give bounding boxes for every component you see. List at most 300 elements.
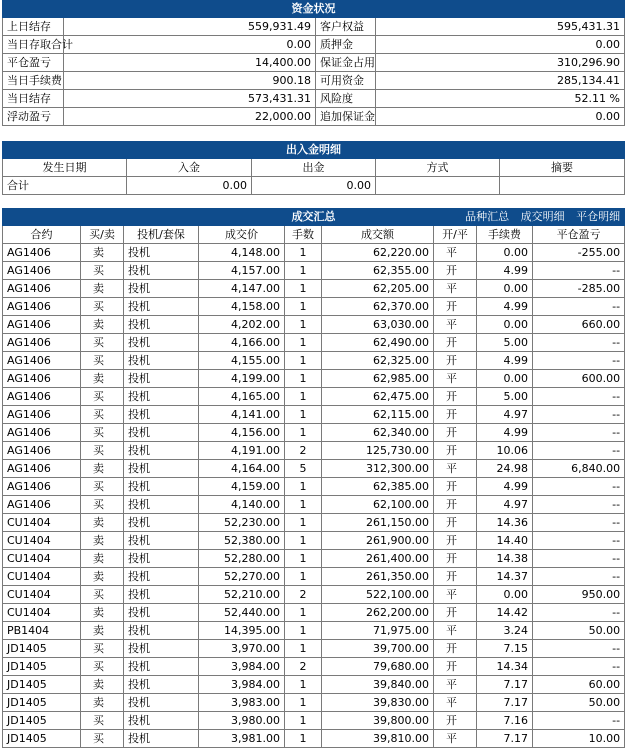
cell-lots: 1 bbox=[285, 280, 322, 298]
fund-value: 14,400.00 bbox=[64, 54, 316, 72]
cell-open-close: 开 bbox=[434, 334, 477, 352]
cell-contract: AG1406 bbox=[3, 352, 81, 370]
deposit-withdraw-table bbox=[2, 141, 625, 195]
cell-open-close: 平 bbox=[434, 316, 477, 334]
cell-fee: 4.97 bbox=[477, 496, 533, 514]
cell-lots: 1 bbox=[285, 532, 322, 550]
cell-price: 52,380.00 bbox=[199, 532, 285, 550]
cell-spec-hedge: 投机 bbox=[124, 316, 199, 334]
cell-fee: 0.00 bbox=[477, 586, 533, 604]
cell-lots: 1 bbox=[285, 424, 322, 442]
cell-close-pnl: -- bbox=[533, 442, 625, 460]
cell-contract: AG1406 bbox=[3, 370, 81, 388]
cell-amount: 62,370.00 bbox=[322, 298, 434, 316]
cell-spec-hedge: 投机 bbox=[124, 676, 199, 694]
cell-contract: AG1406 bbox=[3, 460, 81, 478]
cell-amount: 62,100.00 bbox=[322, 496, 434, 514]
cell-side: 卖 bbox=[81, 370, 124, 388]
cell-contract: AG1406 bbox=[3, 280, 81, 298]
fund-value: 0.00 bbox=[64, 36, 316, 54]
fund-value: 900.18 bbox=[64, 72, 316, 90]
cell-spec-hedge: 投机 bbox=[124, 244, 199, 262]
cell-open-close: 开 bbox=[434, 388, 477, 406]
cell-contract: JD1405 bbox=[3, 658, 81, 676]
cell-amount: 62,325.00 bbox=[322, 352, 434, 370]
cell-lots: 1 bbox=[285, 496, 322, 514]
table-row bbox=[3, 370, 625, 388]
cell-close-pnl: -- bbox=[533, 496, 625, 514]
cell-contract: AG1406 bbox=[3, 298, 81, 316]
cell-fee: 4.97 bbox=[477, 406, 533, 424]
cell-close-pnl: 6,840.00 bbox=[533, 460, 625, 478]
table-row bbox=[3, 658, 625, 676]
cell-lots: 1 bbox=[285, 334, 322, 352]
cell-fee: 0.00 bbox=[477, 280, 533, 298]
cell-spec-hedge: 投机 bbox=[124, 442, 199, 460]
fund-value: 559,931.49 bbox=[64, 18, 316, 36]
cell-amount: 79,680.00 bbox=[322, 658, 434, 676]
cell-close-pnl: 50.00 bbox=[533, 694, 625, 712]
cell-close-pnl: -- bbox=[533, 352, 625, 370]
cell-contract: PB1404 bbox=[3, 622, 81, 640]
cell-amount: 39,840.00 bbox=[322, 676, 434, 694]
cell-close-pnl: 600.00 bbox=[533, 370, 625, 388]
col-summary: 摘要 bbox=[500, 159, 625, 177]
cell-price: 4,166.00 bbox=[199, 334, 285, 352]
cell-open-close: 平 bbox=[434, 694, 477, 712]
fund-status-table bbox=[2, 0, 625, 126]
cell-fee: 7.15 bbox=[477, 640, 533, 658]
cell-amount: 62,340.00 bbox=[322, 424, 434, 442]
cell-amount: 62,220.00 bbox=[322, 244, 434, 262]
cell-open-close: 开 bbox=[434, 496, 477, 514]
cell-lots: 1 bbox=[285, 550, 322, 568]
cell-close-pnl: -255.00 bbox=[533, 244, 625, 262]
cell-amount: 62,385.00 bbox=[322, 478, 434, 496]
cell-contract: AG1406 bbox=[3, 262, 81, 280]
fund-label: 平仓盈亏 bbox=[3, 54, 64, 72]
cell-fee: 3.24 bbox=[477, 622, 533, 640]
fund-row bbox=[3, 108, 625, 126]
fund-label: 上日结存 bbox=[3, 18, 64, 36]
cell-spec-hedge: 投机 bbox=[124, 586, 199, 604]
cell-side: 卖 bbox=[81, 460, 124, 478]
cell-amount: 39,800.00 bbox=[322, 712, 434, 730]
cell-side: 卖 bbox=[81, 316, 124, 334]
cell-contract: CU1404 bbox=[3, 586, 81, 604]
cell-amount: 261,350.00 bbox=[322, 568, 434, 586]
cell-contract: JD1405 bbox=[3, 694, 81, 712]
cell-lots: 1 bbox=[285, 640, 322, 658]
cell-contract: AG1406 bbox=[3, 334, 81, 352]
cell-amount: 62,490.00 bbox=[322, 334, 434, 352]
cell-lots: 1 bbox=[285, 514, 322, 532]
trade-summary-title: 成交汇总 bbox=[291, 210, 336, 223]
cell-price: 52,440.00 bbox=[199, 604, 285, 622]
table-row bbox=[3, 640, 625, 658]
link-product-summary[interactable]: 品种汇总 bbox=[465, 210, 510, 223]
cell-price: 4,199.00 bbox=[199, 370, 285, 388]
table-row bbox=[3, 334, 625, 352]
cell-spec-hedge: 投机 bbox=[124, 370, 199, 388]
cell-spec-hedge: 投机 bbox=[124, 568, 199, 586]
cell-open-close: 开 bbox=[434, 406, 477, 424]
cell-lots: 1 bbox=[285, 712, 322, 730]
fund-value: 595,431.31 bbox=[376, 18, 625, 36]
cell-price: 52,280.00 bbox=[199, 550, 285, 568]
cell-close-pnl: -- bbox=[533, 604, 625, 622]
cell-open-close: 开 bbox=[434, 568, 477, 586]
table-row bbox=[3, 532, 625, 550]
cell-lots: 5 bbox=[285, 460, 322, 478]
cell-spec-hedge: 投机 bbox=[124, 622, 199, 640]
cell-price: 4,157.00 bbox=[199, 262, 285, 280]
fund-value: 0.00 bbox=[376, 36, 625, 54]
cell-open-close: 开 bbox=[434, 262, 477, 280]
cell-close-pnl: -285.00 bbox=[533, 280, 625, 298]
cell-contract: AG1406 bbox=[3, 316, 81, 334]
cell-contract: AG1406 bbox=[3, 442, 81, 460]
cell-close-pnl: -- bbox=[533, 532, 625, 550]
link-close-detail[interactable]: 平仓明细 bbox=[576, 210, 621, 223]
cell-price: 3,983.00 bbox=[199, 694, 285, 712]
cell-open-close: 开 bbox=[434, 712, 477, 730]
col-price: 成交价 bbox=[199, 226, 285, 244]
cell-price: 4,141.00 bbox=[199, 406, 285, 424]
cell-close-pnl: -- bbox=[533, 568, 625, 586]
cell-amount: 39,700.00 bbox=[322, 640, 434, 658]
cell-open-close: 平 bbox=[434, 676, 477, 694]
cell-side: 卖 bbox=[81, 532, 124, 550]
cell-lots: 1 bbox=[285, 478, 322, 496]
table-row bbox=[3, 586, 625, 604]
cell-close-pnl: -- bbox=[533, 478, 625, 496]
col-open-close: 开/平 bbox=[434, 226, 477, 244]
table-row bbox=[3, 496, 625, 514]
cell-lots: 1 bbox=[285, 262, 322, 280]
cell-close-pnl: -- bbox=[533, 388, 625, 406]
cell-price: 4,155.00 bbox=[199, 352, 285, 370]
table-row bbox=[3, 244, 625, 262]
cell-price: 3,981.00 bbox=[199, 730, 285, 748]
cell-side: 卖 bbox=[81, 244, 124, 262]
cell-lots: 2 bbox=[285, 658, 322, 676]
col-fee: 手续费 bbox=[477, 226, 533, 244]
cell-fee: 24.98 bbox=[477, 460, 533, 478]
cell-amount: 63,030.00 bbox=[322, 316, 434, 334]
cell-close-pnl: 50.00 bbox=[533, 622, 625, 640]
table-row bbox=[3, 676, 625, 694]
cell-fee: 7.17 bbox=[477, 694, 533, 712]
cell-fee: 0.00 bbox=[477, 244, 533, 262]
cell-spec-hedge: 投机 bbox=[124, 352, 199, 370]
cell-side: 卖 bbox=[81, 514, 124, 532]
cell-spec-hedge: 投机 bbox=[124, 262, 199, 280]
cell-open-close: 平 bbox=[434, 244, 477, 262]
cell-side: 卖 bbox=[81, 694, 124, 712]
table-row bbox=[3, 712, 625, 730]
cell-lots: 1 bbox=[285, 694, 322, 712]
cell-lots: 2 bbox=[285, 586, 322, 604]
table-row bbox=[3, 460, 625, 478]
cell-price: 4,202.00 bbox=[199, 316, 285, 334]
cell-side: 买 bbox=[81, 424, 124, 442]
table-row bbox=[3, 550, 625, 568]
cell-close-pnl: -- bbox=[533, 298, 625, 316]
cell-fee: 4.99 bbox=[477, 298, 533, 316]
table-row bbox=[3, 622, 625, 640]
cell-spec-hedge: 投机 bbox=[124, 460, 199, 478]
cell-spec-hedge: 投机 bbox=[124, 604, 199, 622]
cell-close-pnl: -- bbox=[533, 334, 625, 352]
cell-open-close: 开 bbox=[434, 442, 477, 460]
fund-label: 风险度 bbox=[316, 90, 376, 108]
col-spec-hedge: 投机/套保 bbox=[124, 226, 199, 244]
cell-lots: 2 bbox=[285, 442, 322, 460]
cell-amount: 62,985.00 bbox=[322, 370, 434, 388]
cell-close-pnl: -- bbox=[533, 514, 625, 532]
cell-side: 买 bbox=[81, 478, 124, 496]
fund-value: 310,296.90 bbox=[376, 54, 625, 72]
cell-spec-hedge: 投机 bbox=[124, 658, 199, 676]
cell-lots: 1 bbox=[285, 244, 322, 262]
cell-price: 3,984.00 bbox=[199, 658, 285, 676]
cell-price: 3,980.00 bbox=[199, 712, 285, 730]
cell-spec-hedge: 投机 bbox=[124, 640, 199, 658]
cell-close-pnl: -- bbox=[533, 550, 625, 568]
cell-lots: 1 bbox=[285, 316, 322, 334]
table-row bbox=[3, 730, 625, 748]
cell-fee: 5.00 bbox=[477, 334, 533, 352]
cell-fee: 14.40 bbox=[477, 532, 533, 550]
fund-status-title: 资金状况 bbox=[3, 1, 625, 18]
table-row bbox=[3, 316, 625, 334]
cell-lots: 1 bbox=[285, 352, 322, 370]
cell-fee: 4.99 bbox=[477, 352, 533, 370]
cell-price: 4,165.00 bbox=[199, 388, 285, 406]
cell-contract: CU1404 bbox=[3, 604, 81, 622]
fund-label: 可用资金 bbox=[316, 72, 376, 90]
cell-price: 3,970.00 bbox=[199, 640, 285, 658]
fund-value: 22,000.00 bbox=[64, 108, 316, 126]
cell-open-close: 开 bbox=[434, 658, 477, 676]
cell-side: 卖 bbox=[81, 622, 124, 640]
col-amount: 成交额 bbox=[322, 226, 434, 244]
cell-lots: 1 bbox=[285, 622, 322, 640]
cell-close-pnl: 10.00 bbox=[533, 730, 625, 748]
cell-contract: JD1405 bbox=[3, 640, 81, 658]
fund-row bbox=[3, 36, 625, 54]
cell-side: 买 bbox=[81, 442, 124, 460]
cell-open-close: 平 bbox=[434, 370, 477, 388]
cell-spec-hedge: 投机 bbox=[124, 334, 199, 352]
cell-fee: 0.00 bbox=[477, 316, 533, 334]
cell-open-close: 开 bbox=[434, 604, 477, 622]
table-row bbox=[3, 694, 625, 712]
table-row bbox=[3, 604, 625, 622]
cell-fee: 14.34 bbox=[477, 658, 533, 676]
cell-lots: 1 bbox=[285, 676, 322, 694]
table-row bbox=[3, 568, 625, 586]
total-withdraw: 0.00 bbox=[252, 177, 376, 195]
fund-value: 52.11 % bbox=[376, 90, 625, 108]
cell-amount: 312,300.00 bbox=[322, 460, 434, 478]
cell-amount: 62,355.00 bbox=[322, 262, 434, 280]
cell-contract: CU1404 bbox=[3, 568, 81, 586]
cell-open-close: 平 bbox=[434, 280, 477, 298]
fund-label: 追加保证金 bbox=[316, 108, 376, 126]
cell-spec-hedge: 投机 bbox=[124, 712, 199, 730]
col-date: 发生日期 bbox=[3, 159, 127, 177]
cell-side: 买 bbox=[81, 352, 124, 370]
fund-row bbox=[3, 72, 625, 90]
cell-close-pnl: -- bbox=[533, 712, 625, 730]
cell-fee: 10.06 bbox=[477, 442, 533, 460]
fund-label: 保证金占用 bbox=[316, 54, 376, 72]
cell-close-pnl: -- bbox=[533, 262, 625, 280]
cell-spec-hedge: 投机 bbox=[124, 532, 199, 550]
cell-fee: 4.99 bbox=[477, 262, 533, 280]
cell-price: 52,210.00 bbox=[199, 586, 285, 604]
cell-lots: 1 bbox=[285, 370, 322, 388]
cell-open-close: 开 bbox=[434, 532, 477, 550]
cell-amount: 62,475.00 bbox=[322, 388, 434, 406]
cell-close-pnl: -- bbox=[533, 424, 625, 442]
table-row bbox=[3, 352, 625, 370]
cell-price: 4,156.00 bbox=[199, 424, 285, 442]
cell-side: 卖 bbox=[81, 604, 124, 622]
table-row bbox=[3, 406, 625, 424]
cell-price: 4,147.00 bbox=[199, 280, 285, 298]
col-deposit: 入金 bbox=[127, 159, 252, 177]
cell-amount: 262,200.00 bbox=[322, 604, 434, 622]
cell-spec-hedge: 投机 bbox=[124, 388, 199, 406]
cell-price: 3,984.00 bbox=[199, 676, 285, 694]
fund-label: 当日手续费 bbox=[3, 72, 64, 90]
cell-amount: 39,810.00 bbox=[322, 730, 434, 748]
fund-label: 浮动盈亏 bbox=[3, 108, 64, 126]
cell-side: 卖 bbox=[81, 568, 124, 586]
table-row bbox=[3, 262, 625, 280]
cell-spec-hedge: 投机 bbox=[124, 694, 199, 712]
cell-contract: AG1406 bbox=[3, 388, 81, 406]
cell-fee: 0.00 bbox=[477, 370, 533, 388]
cell-close-pnl: 60.00 bbox=[533, 676, 625, 694]
cell-lots: 1 bbox=[285, 298, 322, 316]
cell-open-close: 开 bbox=[434, 424, 477, 442]
cell-side: 买 bbox=[81, 334, 124, 352]
cell-spec-hedge: 投机 bbox=[124, 496, 199, 514]
cell-close-pnl: -- bbox=[533, 658, 625, 676]
total-label: 合计 bbox=[3, 177, 127, 195]
cell-lots: 1 bbox=[285, 604, 322, 622]
cell-contract: JD1405 bbox=[3, 730, 81, 748]
cell-lots: 1 bbox=[285, 406, 322, 424]
table-row bbox=[3, 514, 625, 532]
cell-spec-hedge: 投机 bbox=[124, 478, 199, 496]
total-method bbox=[376, 177, 500, 195]
cell-fee: 4.99 bbox=[477, 424, 533, 442]
table-row bbox=[3, 280, 625, 298]
cell-spec-hedge: 投机 bbox=[124, 424, 199, 442]
cell-amount: 261,150.00 bbox=[322, 514, 434, 532]
cell-fee: 7.17 bbox=[477, 676, 533, 694]
table-row bbox=[3, 442, 625, 460]
col-method: 方式 bbox=[376, 159, 500, 177]
cell-spec-hedge: 投机 bbox=[124, 514, 199, 532]
cell-contract: CU1404 bbox=[3, 550, 81, 568]
cell-side: 买 bbox=[81, 298, 124, 316]
cell-contract: CU1404 bbox=[3, 532, 81, 550]
col-withdraw: 出金 bbox=[252, 159, 376, 177]
table-row bbox=[3, 424, 625, 442]
cell-side: 卖 bbox=[81, 676, 124, 694]
cell-contract: JD1405 bbox=[3, 712, 81, 730]
col-close-pnl: 平仓盈亏 bbox=[533, 226, 625, 244]
cell-contract: JD1405 bbox=[3, 676, 81, 694]
cell-contract: AG1406 bbox=[3, 478, 81, 496]
cell-amount: 125,730.00 bbox=[322, 442, 434, 460]
col-side: 买/卖 bbox=[81, 226, 124, 244]
fund-label: 客户权益 bbox=[316, 18, 376, 36]
fund-value: 0.00 bbox=[376, 108, 625, 126]
cell-side: 买 bbox=[81, 406, 124, 424]
cell-price: 52,270.00 bbox=[199, 568, 285, 586]
cell-fee: 14.37 bbox=[477, 568, 533, 586]
total-summary bbox=[500, 177, 625, 195]
link-trade-detail[interactable]: 成交明细 bbox=[520, 210, 565, 223]
cell-side: 买 bbox=[81, 388, 124, 406]
cell-open-close: 开 bbox=[434, 550, 477, 568]
cell-open-close: 平 bbox=[434, 730, 477, 748]
table-row bbox=[3, 298, 625, 316]
cell-amount: 522,100.00 bbox=[322, 586, 434, 604]
cell-amount: 71,975.00 bbox=[322, 622, 434, 640]
cell-amount: 39,830.00 bbox=[322, 694, 434, 712]
cell-fee: 5.00 bbox=[477, 388, 533, 406]
fund-row bbox=[3, 90, 625, 108]
cell-open-close: 平 bbox=[434, 460, 477, 478]
cell-price: 4,140.00 bbox=[199, 496, 285, 514]
cell-price: 4,164.00 bbox=[199, 460, 285, 478]
cell-lots: 1 bbox=[285, 388, 322, 406]
cell-fee: 7.16 bbox=[477, 712, 533, 730]
cell-amount: 261,900.00 bbox=[322, 532, 434, 550]
cell-side: 买 bbox=[81, 262, 124, 280]
cell-price: 4,191.00 bbox=[199, 442, 285, 460]
fund-value: 573,431.31 bbox=[64, 90, 316, 108]
cell-open-close: 平 bbox=[434, 586, 477, 604]
cell-open-close: 开 bbox=[434, 298, 477, 316]
cell-spec-hedge: 投机 bbox=[124, 280, 199, 298]
cell-spec-hedge: 投机 bbox=[124, 550, 199, 568]
table-row bbox=[3, 478, 625, 496]
cell-amount: 62,115.00 bbox=[322, 406, 434, 424]
fund-label: 当日存取合计 bbox=[3, 36, 64, 54]
cell-side: 买 bbox=[81, 640, 124, 658]
cell-fee: 14.36 bbox=[477, 514, 533, 532]
cell-lots: 1 bbox=[285, 730, 322, 748]
total-deposit: 0.00 bbox=[127, 177, 252, 195]
cell-amount: 62,205.00 bbox=[322, 280, 434, 298]
cell-amount: 261,400.00 bbox=[322, 550, 434, 568]
cell-open-close: 开 bbox=[434, 352, 477, 370]
cell-fee: 7.17 bbox=[477, 730, 533, 748]
cell-spec-hedge: 投机 bbox=[124, 730, 199, 748]
cell-lots: 1 bbox=[285, 568, 322, 586]
fund-row bbox=[3, 18, 625, 36]
trade-summary-table bbox=[2, 208, 625, 748]
